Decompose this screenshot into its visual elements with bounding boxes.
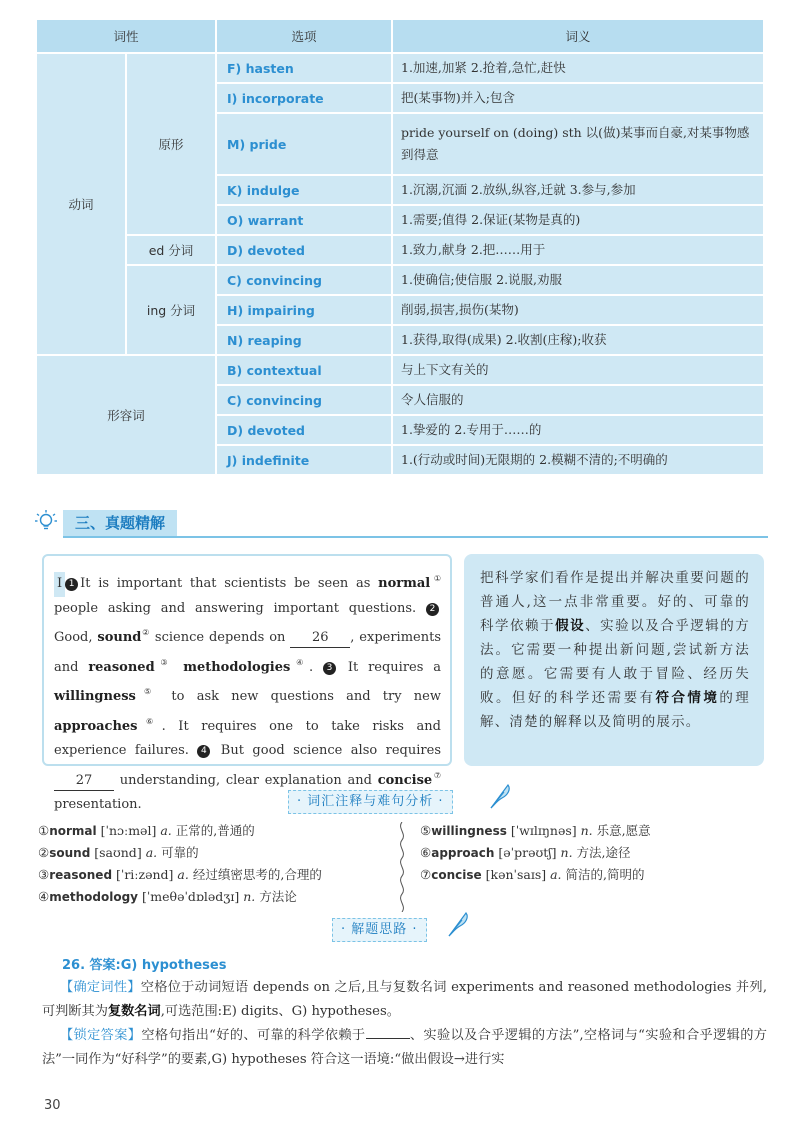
feather-icon — [446, 910, 470, 938]
page-number: 30 — [44, 1098, 61, 1113]
table-row — [37, 266, 763, 294]
passage-text: Good, — [54, 630, 98, 645]
sentence-marker: 2 — [426, 603, 439, 616]
footnote-mark: ③ — [154, 657, 174, 667]
gloss-ipa: [ˈnɔːməl] — [100, 823, 157, 838]
option-cell: M) pride — [217, 114, 391, 174]
gloss-ipa: [əˈprəʊtʃ] — [498, 845, 557, 860]
option-cell: K) indulge — [217, 176, 391, 204]
section-title: 三、真题精解 — [63, 510, 177, 536]
vocab-analysis-banner: · 词汇注释与难句分析 · — [288, 790, 453, 814]
header-pos: 词性 — [37, 20, 215, 52]
passage-text: It is important that scientists be seen as — [80, 576, 379, 591]
gloss-word: normal — [49, 824, 97, 838]
option-cell: C) convincing — [217, 266, 391, 294]
vocab-word: normal — [378, 576, 431, 591]
option-cell: I) incorporate — [217, 84, 391, 112]
glossary-left — [38, 820, 322, 908]
footnote-mark: ⑥ — [137, 716, 162, 726]
feather-icon — [488, 782, 512, 810]
gloss-pos: a. — [550, 867, 562, 882]
vocabulary-table — [35, 18, 765, 476]
meaning-cell: 1.挚爱的 2.专用于……的 — [393, 416, 763, 444]
gloss-word: sound — [49, 846, 91, 860]
gloss-ipa: [ˈriːzənd] — [116, 867, 174, 882]
answer-tag: 【确定词性】 — [60, 980, 141, 995]
translation-box — [464, 554, 764, 766]
passage-text: understanding, clear explanation and — [114, 772, 378, 788]
answer-text: ,可选范围:E) digits、G) hypotheses。 — [160, 1004, 400, 1019]
answer-paragraph — [42, 1024, 767, 1072]
meaning-cell: 1.需要;值得 2.保证(某物是真的) — [393, 206, 763, 234]
gloss-num: ⑦ — [420, 867, 432, 882]
meaning-cell: 把(某事物)并入;包含 — [393, 84, 763, 112]
section-header — [33, 508, 768, 538]
gloss-word: methodology — [49, 890, 138, 904]
gloss-num: ③ — [38, 867, 50, 882]
sentence-marker: 1 — [65, 578, 78, 591]
translation-text: 、实验以及合乎逻辑的方法。它需要一种提出新问题,尝试新方法的意愿。它需要有人敢于冒险、经历失败。但好的科学还需要有 — [480, 618, 751, 706]
meaning-cell: 1.获得,取得(成果) 2.收割(庄稼);收获 — [393, 326, 763, 354]
gloss-pos: a. — [160, 823, 172, 838]
vocab-word: approaches — [54, 718, 138, 734]
meaning-cell: 1.加速,加紧 2.抢着,急忙,赶快 — [393, 54, 763, 82]
header-option: 选项 — [217, 20, 391, 52]
option-cell: O) warrant — [217, 206, 391, 234]
answer-text: 空格位于动词短语 depends on 之后,且与复数名词 experiments and reasoned methodologies 并列,可判断其为 — [42, 980, 768, 1019]
gloss-def: 可靠的 — [161, 845, 199, 860]
footnote-mark: ⑦ — [432, 770, 442, 780]
passage-text: It requires a — [338, 659, 442, 675]
gloss-def: 正常的,普通的 — [175, 823, 255, 838]
gloss-num: ② — [38, 845, 50, 860]
translation-highlight: 假设 — [555, 618, 586, 634]
option-cell: D) devoted — [217, 416, 391, 444]
vocab-word: methodologies — [183, 659, 291, 675]
meaning-cell: 1.致力,献身 2.把……用于 — [393, 236, 763, 264]
meaning-cell: 令人信服的 — [393, 386, 763, 414]
glossary-item — [38, 886, 322, 908]
footnote-mark: ④ — [290, 657, 309, 667]
table-row — [37, 236, 763, 264]
passage-text: But good science also requires — [212, 743, 441, 758]
gloss-num: ⑤ — [420, 823, 432, 838]
answer-blank — [366, 1038, 410, 1039]
vocab-word: concise — [377, 772, 433, 788]
table-row — [37, 54, 763, 82]
option-cell: B) contextual — [217, 356, 391, 384]
meaning-cell: 1.沉溺,沉湎 2.放纵,纵容,迁就 3.参与,参加 — [393, 176, 763, 204]
meaning-cell: 削弱,损害,损伤(某物) — [393, 296, 763, 324]
glossary-item — [38, 820, 322, 842]
gloss-ipa: [kənˈsaɪs] — [485, 867, 547, 882]
passage-text: to ask new questions and try new — [159, 689, 442, 704]
option-cell: C) convincing — [217, 386, 391, 414]
gloss-pos: n. — [560, 845, 573, 860]
passage-text: presentation. — [54, 797, 142, 812]
sentence-marker: 3 — [323, 662, 336, 675]
gloss-word: concise — [431, 868, 482, 882]
glossary-item — [420, 864, 651, 886]
translation-text: 的理解、清楚的解释以及简明的展示。 — [480, 690, 750, 730]
glossary-right — [420, 820, 651, 886]
passage-text: science depends on — [150, 630, 291, 645]
header-meaning: 词义 — [393, 20, 763, 52]
group-adj: 形容词 — [37, 356, 215, 474]
group-verb: 动词 — [37, 54, 125, 354]
glossary-divider — [397, 822, 407, 912]
footnote-mark: ② — [141, 628, 151, 637]
gloss-def: 乐意,愿意 — [596, 823, 651, 838]
sentence-marker: 4 — [197, 745, 210, 758]
translation-text: 把科学家们看作是提出并解决重要问题的普通人,这一点非常重要。好的、可靠的科学依赖于 — [480, 570, 750, 634]
meaning-cell: pride yourself on (doing) sth 以(做)某事而自豪,对某事物感到得意 — [393, 114, 763, 174]
section-divider — [63, 536, 768, 538]
meaning-cell: 1.使确信;使信服 2.说服,劝服 — [393, 266, 763, 294]
group-verb-base: 原形 — [127, 54, 215, 234]
gloss-pos: a. — [177, 867, 189, 882]
blank-27: 27 — [54, 772, 114, 791]
table-row — [37, 356, 763, 384]
glossary-item — [38, 842, 322, 864]
gloss-num: ⑥ — [420, 845, 432, 860]
gloss-ipa: [ˈmeθəˈdɒlədʒɪ] — [141, 889, 240, 904]
group-verb-ed: ed 分词 — [127, 236, 215, 264]
meaning-cell: 与上下文有关的 — [393, 356, 763, 384]
passage-text: people asking and answering important questions. — [54, 600, 417, 616]
solution-banner: · 解题思路 · — [332, 918, 427, 942]
glossary-item — [420, 820, 651, 842]
gloss-def: 方法论 — [259, 889, 297, 904]
gloss-pos: a. — [145, 845, 158, 860]
gloss-pos: n. — [580, 823, 593, 838]
gloss-num: ① — [38, 823, 50, 838]
gloss-ipa: [ˈwɪlɪŋnəs] — [510, 823, 577, 838]
passage-text: . It requires one to take risks and experience failures. — [54, 718, 441, 758]
gloss-num: ④ — [38, 889, 50, 904]
translation-highlight: 符合情境 — [655, 690, 720, 706]
gloss-word: willingness — [431, 824, 507, 838]
group-verb-ing: ing 分词 — [127, 266, 215, 354]
option-cell: H) impairing — [217, 296, 391, 324]
gloss-def: 简洁的,简明的 — [565, 867, 645, 882]
glossary-item — [420, 842, 651, 864]
answer-text: 、实验以及合乎逻辑的方法”,空格词与“实验和合乎逻辑的方法”一同作为“好科学”的要素,G) hypotheses 符合这一语境:“做出假设→进行实 — [42, 1028, 767, 1067]
gloss-def: 经过缜密思考的,合理的 — [192, 867, 322, 882]
lightbulb-icon — [33, 508, 59, 534]
answer-highlight: 复数名词 — [107, 1004, 161, 1019]
gloss-def: 方法,途径 — [576, 845, 631, 860]
passage-number: Ⅰ — [54, 572, 65, 597]
meaning-cell: 1.(行动或时间)无限期的 2.模糊不清的;不明确的 — [393, 446, 763, 474]
answer-text: 空格句指出“好的、可靠的科学依赖于 — [141, 1028, 366, 1043]
answer-title: 26. 答案:G) hypotheses — [62, 958, 227, 973]
table-header-row — [37, 20, 763, 52]
blank-26: 26 — [290, 629, 350, 648]
footnote-mark: ⑤ — [135, 687, 160, 696]
footnote-mark: ① — [430, 574, 442, 583]
gloss-ipa: [saʊnd] — [94, 845, 142, 860]
answer-paragraph — [42, 976, 767, 1024]
option-cell: F) hasten — [217, 54, 391, 82]
answer-tag: 【锁定答案】 — [60, 1028, 142, 1043]
passage-text: . — [308, 659, 314, 675]
vocab-word: willingness — [54, 689, 136, 704]
option-cell: J) indefinite — [217, 446, 391, 474]
option-cell: N) reaping — [217, 326, 391, 354]
vocab-word: reasoned — [88, 659, 155, 675]
gloss-pos: n. — [243, 889, 256, 904]
passage-text: , experiments and — [54, 630, 442, 675]
glossary-item — [38, 864, 322, 886]
vocab-word: sound — [97, 630, 142, 645]
option-cell: D) devoted — [217, 236, 391, 264]
gloss-word: approach — [431, 846, 495, 860]
gloss-word: reasoned — [49, 868, 113, 882]
